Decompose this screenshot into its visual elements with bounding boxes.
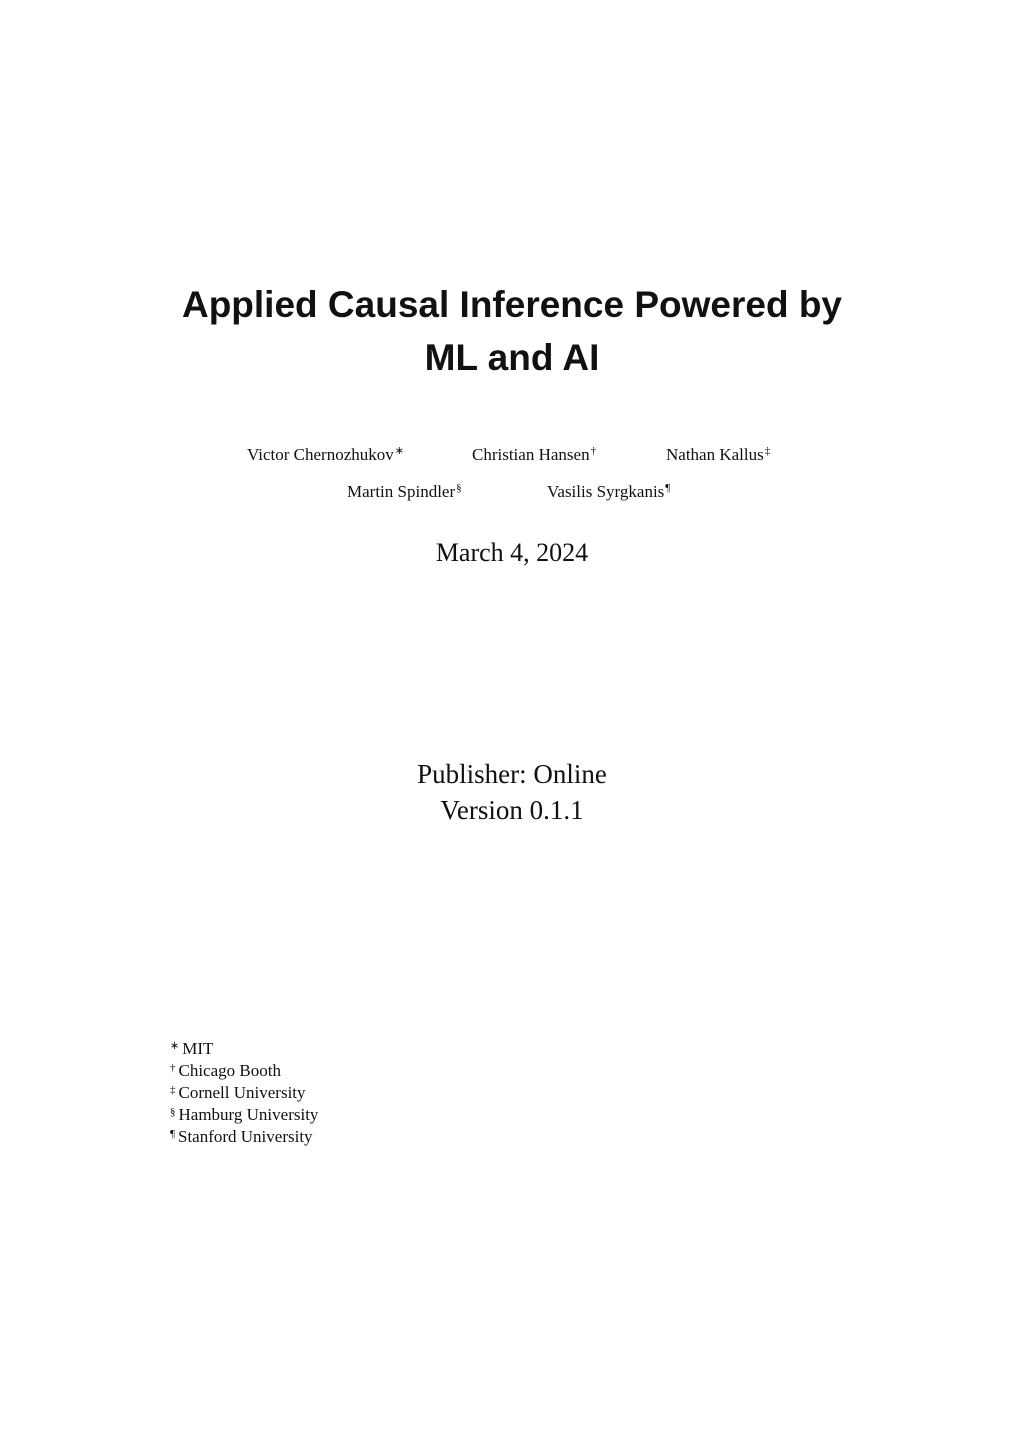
publisher-block [0, 756, 1024, 828]
author-name: Martin Spindler [347, 482, 456, 501]
footnote-text: Cornell University [178, 1083, 306, 1102]
author-spindler [347, 482, 462, 502]
publisher-line: Publisher: Online [417, 759, 607, 789]
author-chernozhukov [247, 445, 404, 465]
author-syrgkanis [547, 482, 670, 502]
author-mark: ∗ [394, 445, 404, 457]
footnote-mark: † [170, 1062, 176, 1074]
author-name: Christian Hansen [472, 445, 590, 464]
version-line: Version 0.1.1 [440, 795, 584, 825]
author-mark: § [456, 482, 462, 494]
footnote-text: Stanford University [177, 1127, 313, 1146]
title-line-2: ML and AI [424, 337, 600, 378]
footnote-item [170, 1060, 318, 1082]
footnote-item [170, 1082, 318, 1104]
title-line-1: Applied Causal Inference Powered by [181, 284, 843, 325]
author-name: Vasilis Syrgkanis [547, 482, 665, 501]
document-title [0, 278, 1024, 384]
affiliation-footnotes [170, 1038, 318, 1148]
author-mark: ‡ [764, 445, 771, 457]
publication-date: March 4, 2024 [435, 538, 589, 567]
footnote-item [170, 1104, 318, 1126]
footnote-item [170, 1038, 318, 1060]
footnote-mark: ∗ [170, 1040, 180, 1052]
footnote-text: Chicago Booth [178, 1061, 281, 1080]
author-hansen [472, 445, 596, 465]
author-mark: ¶ [665, 482, 671, 494]
footnote-text: Hamburg University [178, 1105, 319, 1124]
footnote-mark: § [170, 1106, 176, 1118]
author-mark: † [590, 445, 597, 457]
footnote-mark: ¶ [170, 1128, 175, 1140]
author-name: Victor Chernozhukov [247, 445, 394, 464]
footnote-text: MIT [182, 1039, 214, 1058]
author-kallus [666, 445, 770, 465]
footnote-mark: ‡ [170, 1084, 176, 1096]
author-name: Nathan Kallus [666, 445, 764, 464]
footnote-item [170, 1126, 318, 1148]
